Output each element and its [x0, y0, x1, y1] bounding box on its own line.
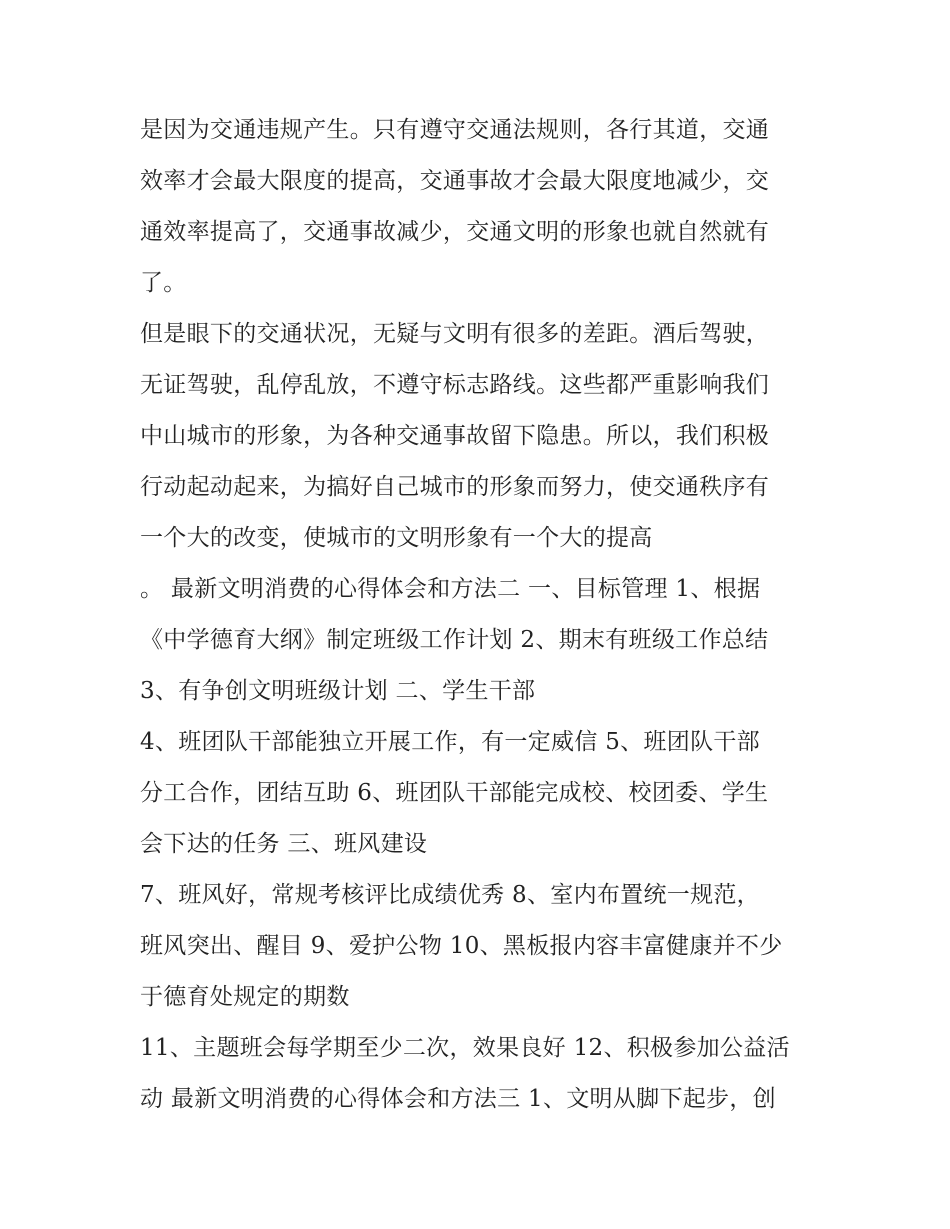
text-line: 无证驾驶，乱停乱放，不遵守标志路线。这些都严重影响我们 [140, 372, 770, 398]
text-line: 4、班团队干部能独立开展工作，有一定威信 5、班团队干部 [140, 729, 760, 755]
text-line: 一个大的改变，使城市的文明形象有一个大的提高 [140, 525, 653, 551]
text-line: 班风突出、醒目 9、爱护公物 10、黑板报内容丰富健康并不少 [140, 933, 783, 959]
text-line: 通效率提高了，交通事故减少，交通文明的形象也就自然就有 [140, 219, 770, 245]
text-line: 是因为交通违规产生。只有遵守交通法规则，各行其道，交通 [140, 117, 770, 143]
document-body [140, 105, 812, 1125]
text-line: 中山城市的形象，为各种交通事故留下隐患。所以，我们积极 [140, 423, 770, 449]
text-line: 会下达的任务 三、班风建设 [140, 831, 428, 857]
text-line: 了。 [140, 270, 187, 296]
text-line: 。 最新文明消费的心得体会和方法二 一、目标管理 1、根据 [140, 576, 761, 602]
text-line: 分工合作，团结互助 6、班团队干部能完成校、校团委、学生 [140, 780, 769, 806]
text-line: 于德育处规定的期数 [140, 984, 350, 1010]
text-line: 《中学德育大纲》制定班级工作计划 2、期末有班级工作总结 [140, 627, 769, 653]
text-line: 11、主题班会每学期至少二次，效果良好 12、积极参加公益活 [140, 1035, 790, 1061]
text-line: 效率才会最大限度的提高，交通事故才会最大限度地减少，交 [140, 168, 770, 194]
text-line: 行动起动起来，为搞好自己城市的形象而努力，使交通秩序有 [140, 474, 770, 500]
text-line: 3、有争创文明班级计划 二、学生干部 [140, 678, 536, 704]
text-line: 动 最新文明消费的心得体会和方法三 1、文明从脚下起步，创 [140, 1086, 776, 1112]
text-line: 7、班风好，常规考核评比成绩优秀 8、室内布置统一规范， [140, 882, 760, 908]
text-line: 但是眼下的交通状况，无疑与文明有很多的差距。酒后驾驶， [140, 321, 770, 347]
